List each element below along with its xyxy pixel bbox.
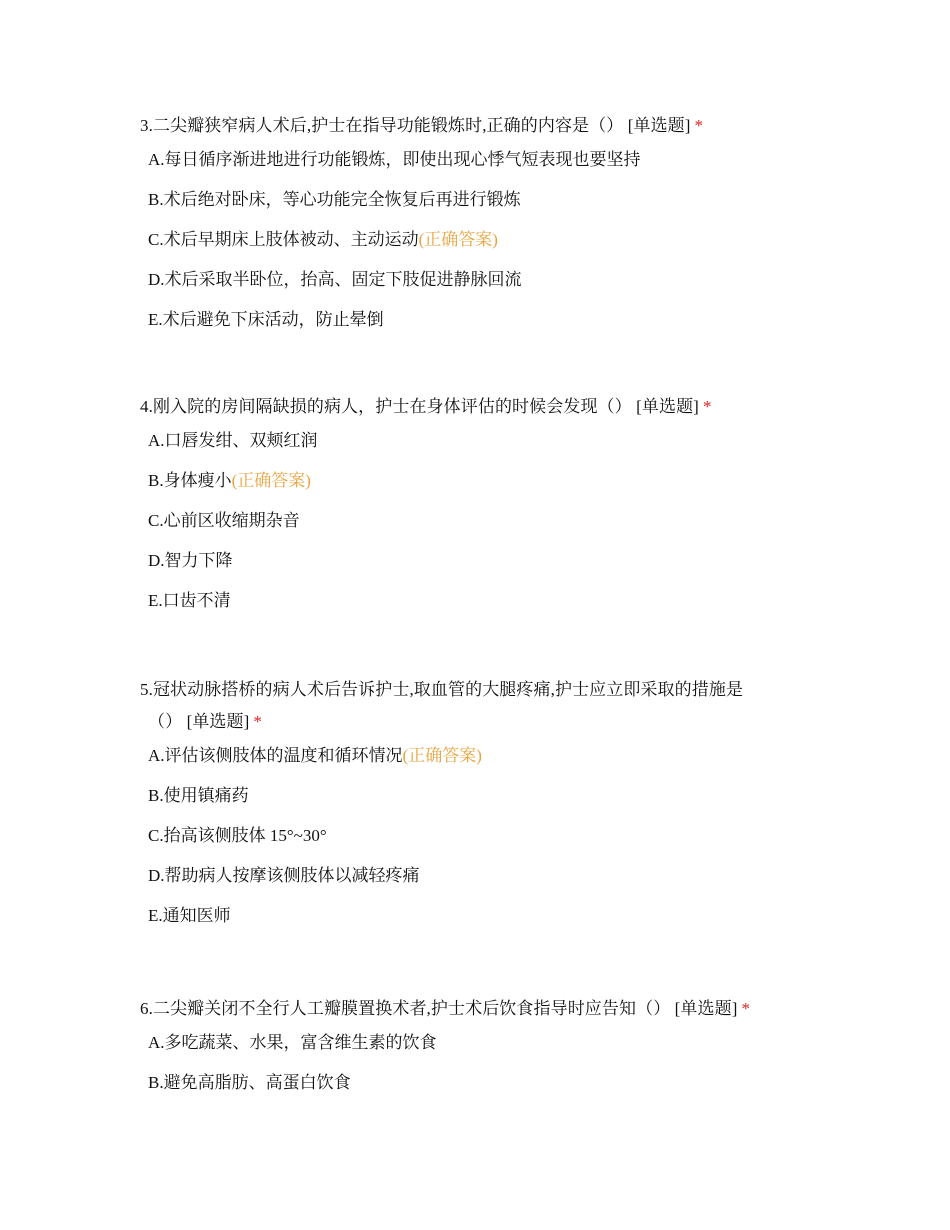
question-title — [140, 674, 820, 738]
question-title — [140, 110, 820, 142]
option-c[interactable]: C.术后早期床上肢体被动、主动运动(正确答案) — [148, 230, 498, 249]
option-b[interactable]: B.术后绝对卧床，等心功能完全恢复后再进行锻炼 — [148, 190, 521, 209]
option-d[interactable]: D.术后采取半卧位，抬高、固定下肢促进静脉回流 — [148, 270, 522, 289]
option-c[interactable]: C.抬高该侧肢体 15°~30° — [148, 826, 327, 845]
question-3 — [140, 110, 820, 348]
question-title — [140, 391, 820, 423]
option-a[interactable]: A.多吃蔬菜、水果，富含维生素的饮食 — [148, 1033, 437, 1052]
correct-answer-tag: (正确答案) — [418, 230, 498, 249]
question-type-label: [单选题] — [627, 116, 691, 135]
correct-answer-tag: (正确答案) — [231, 471, 311, 490]
option-e[interactable]: E.口齿不清 — [148, 591, 231, 610]
required-marker: * — [694, 116, 704, 135]
option-a[interactable]: A.评估该侧肢体的温度和循环情况(正确答案) — [148, 746, 482, 765]
correct-answer-tag: (正确答案) — [402, 746, 482, 765]
question-type-label: [单选题] — [674, 999, 738, 1018]
question-type-label: [单选题] — [636, 397, 699, 416]
question-text: 6.二尖瓣关闭不全行人工瓣膜置换术者,护士术后饮食指导时应告知（） — [140, 999, 671, 1018]
question-4 — [140, 391, 820, 629]
option-c[interactable]: C.心前区收缩期杂音 — [148, 511, 300, 530]
option-a[interactable]: A.每日循序渐进地进行功能锻炼，即使出现心悸气短表现也要坚持 — [148, 150, 641, 169]
option-a[interactable]: A.口唇发绀、双颊红润 — [148, 431, 318, 450]
option-d[interactable]: D.帮助病人按摩该侧肢体以减轻疼痛 — [148, 866, 420, 885]
required-marker: * — [253, 712, 262, 731]
question-6 — [140, 993, 820, 1111]
required-marker: * — [741, 999, 751, 1018]
option-e[interactable]: E.通知医师 — [148, 906, 231, 925]
question-title — [140, 993, 820, 1025]
required-marker: * — [702, 397, 712, 416]
option-d[interactable]: D.智力下降 — [148, 551, 233, 570]
question-text: 4.刚入院的房间隔缺损的病人，护士在身体评估的时候会发现（） — [140, 397, 632, 416]
option-b[interactable]: B.身体瘦小(正确答案) — [148, 471, 311, 490]
question-title-continued: （） [单选题] * — [148, 712, 262, 731]
question-text: 3.二尖瓣狭窄病人术后,护士在指导功能锻炼时,正确的内容是（） — [140, 116, 624, 135]
option-e[interactable]: E.术后避免下床活动，防止晕倒 — [148, 310, 384, 329]
question-text: 5.冠状动脉搭桥的病人术后告诉护士,取血管的大腿疼痛,护士应立即采取的措施是 — [140, 680, 744, 699]
question-5 — [140, 674, 820, 944]
question-type-label: [单选题] — [186, 712, 250, 731]
option-b[interactable]: B.使用镇痛药 — [148, 786, 249, 805]
option-b[interactable]: B.避免高脂肪、高蛋白饮食 — [148, 1073, 351, 1092]
